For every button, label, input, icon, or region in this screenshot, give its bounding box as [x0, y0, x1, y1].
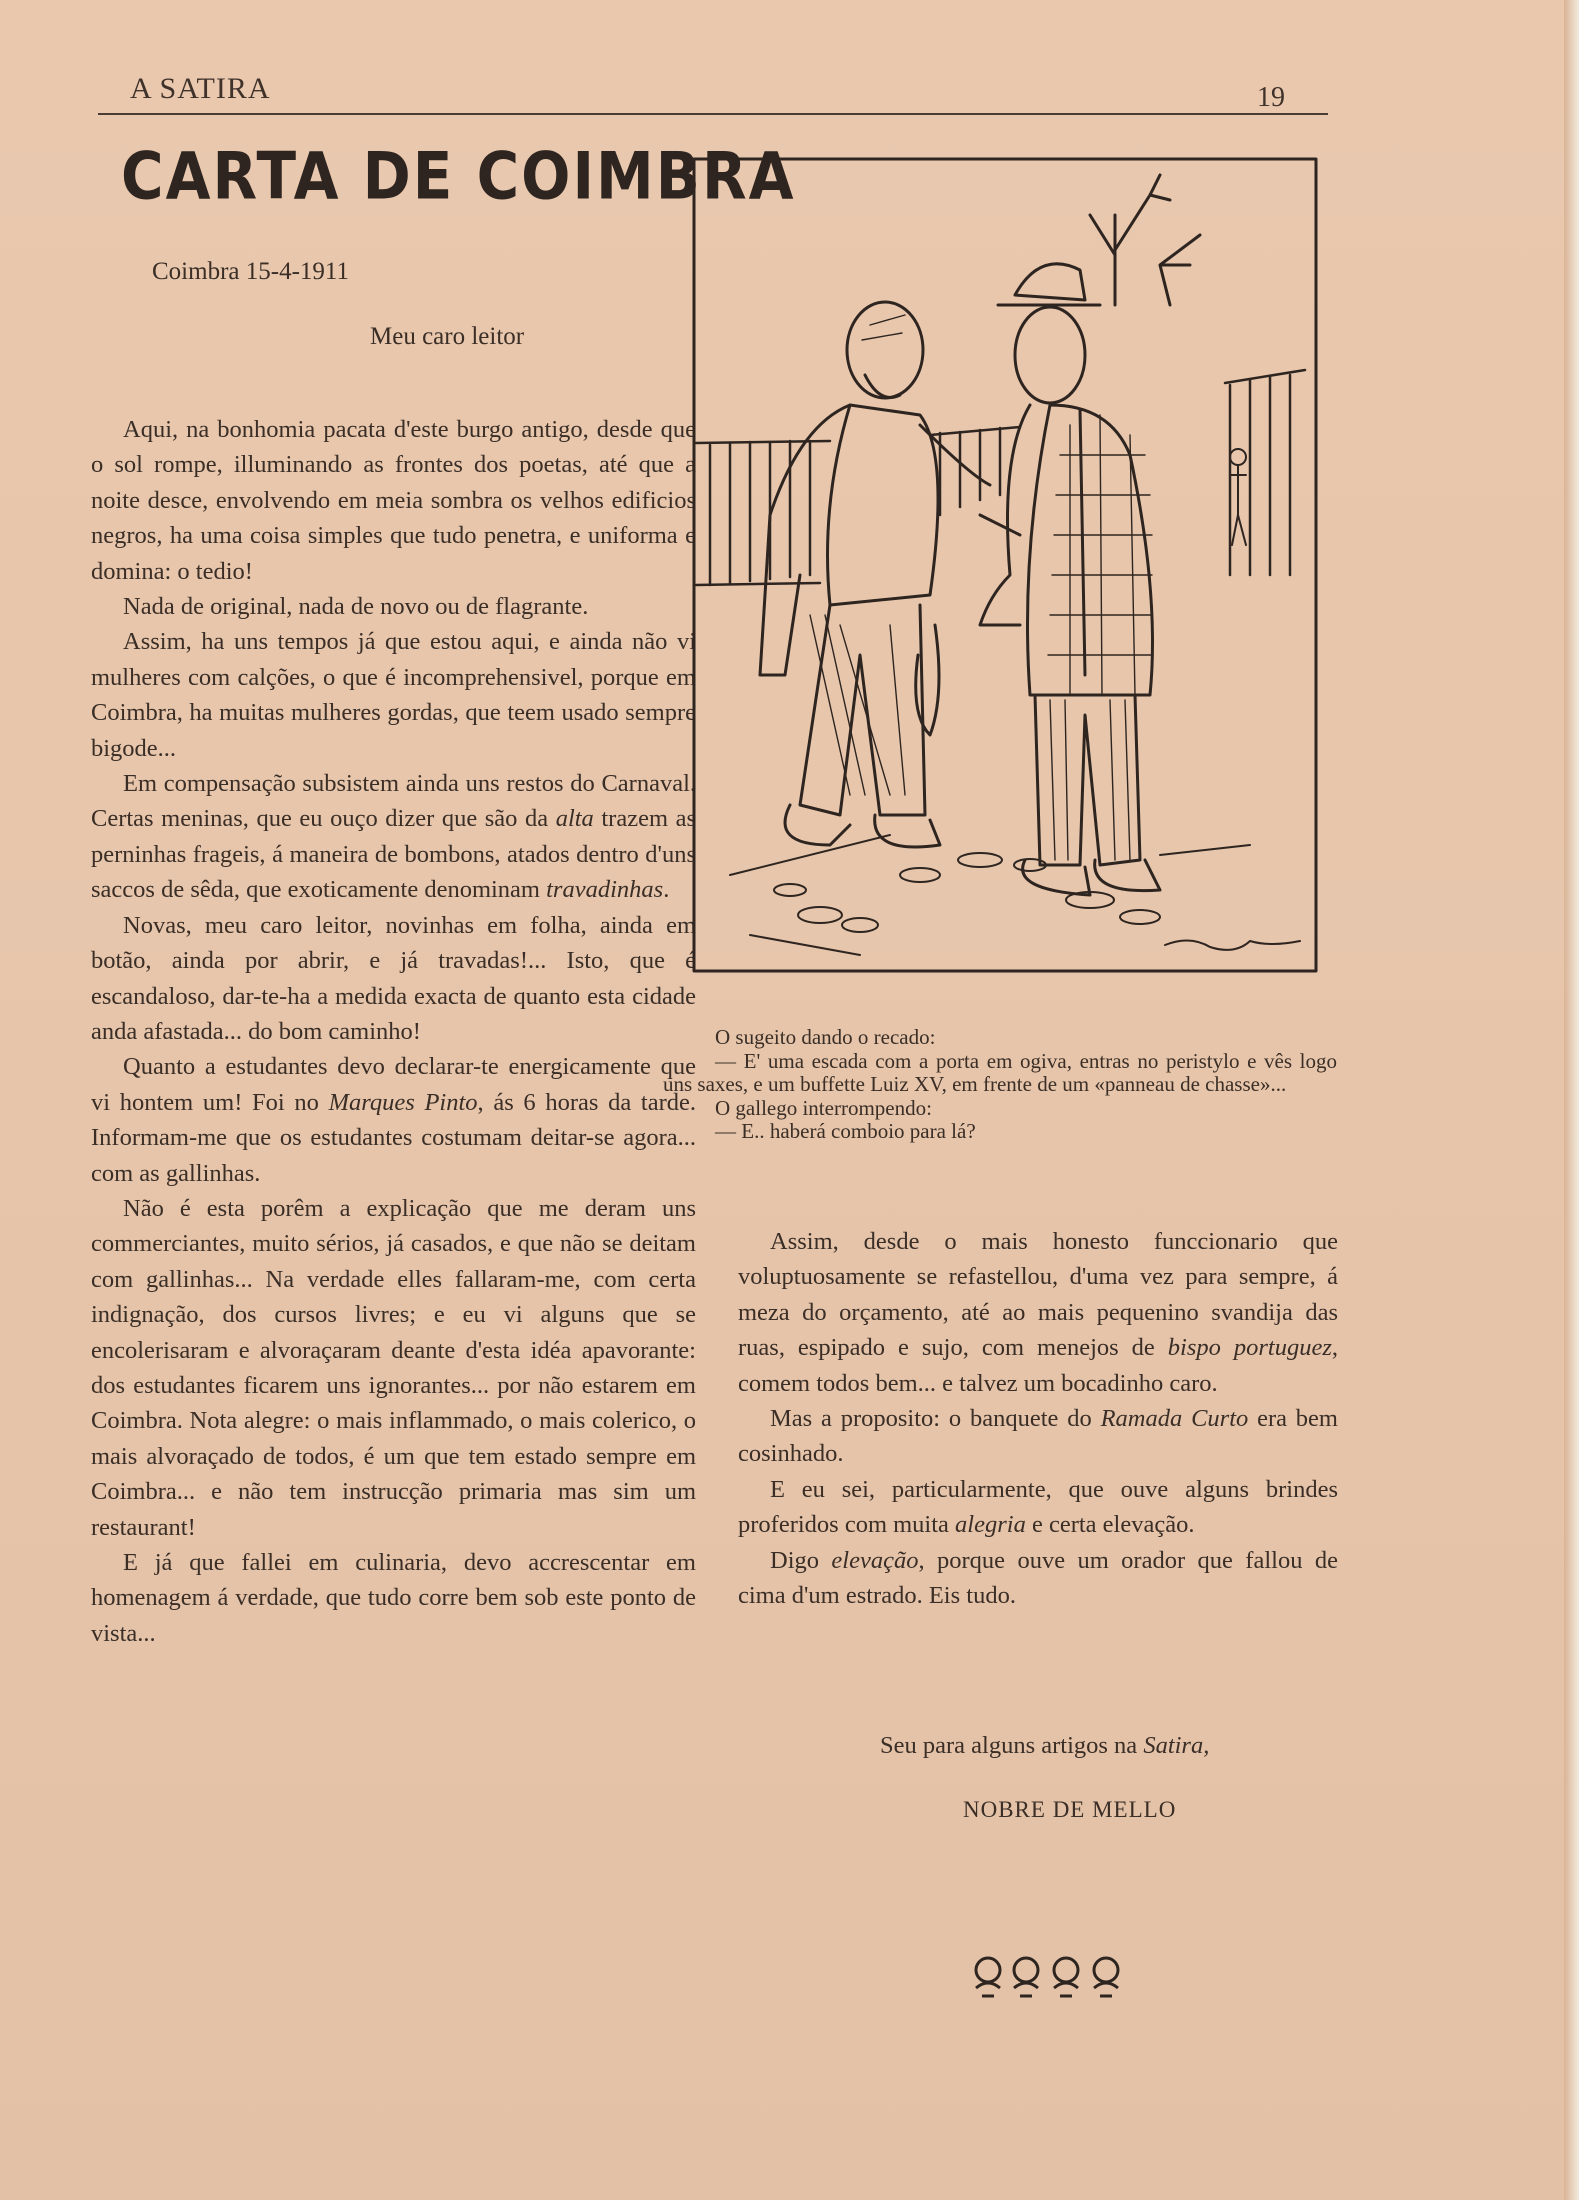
paragraph: Aqui, na bonhomia pacata d'este burgo antigo, desde que o sol rompe, illuminando as frontes dos poetas, até que a noite desce, envolvendo em meia sombra os velhos edificios negros, ha uma coisa simples que tudo penetra, e uniforma e domina: o tedio! [91, 416, 696, 585]
text-run: , comem todos bem... e talvez um bocadinho caro. [738, 1334, 1339, 1397]
page-edge [1564, 0, 1579, 2200]
paragraph [738, 1543, 1338, 1614]
italic-run: Marques Pinto [328, 1088, 478, 1116]
caption-line: — E' uma escada com a porta em ogiva, entras no peristylo e vês logo uns saxes, e um buffette Luiz XV, em frente de um «panneau de chasse»... [663, 1048, 1337, 1096]
caption-line: O gallego interrompendo: [715, 1095, 932, 1120]
signoff-publication: Satira, [1143, 1732, 1210, 1759]
author-name: NOBRE DE MELLO [963, 1797, 1177, 1822]
paragraph: Nada de original, nada de novo ou de flagrante. [123, 593, 589, 621]
text-run: trazem as perninhas frageis, á maneira de bombons, atados dentro d'uns saccos de sêda, que exoticamente denominam [91, 805, 696, 904]
header-rule [98, 113, 1328, 115]
text-run: , porque ouve um orador que fallou de cima d'um estrado. Eis tudo. [738, 1546, 1338, 1610]
italic-run: Ramada Curto [1100, 1405, 1249, 1433]
text-run: Mas a proposito: o banquete do [770, 1405, 1101, 1433]
text-run: Em compensação subsistem ainda uns restos do Carnaval. Certas meninas, que eu ouço dizer que são da [91, 770, 696, 833]
text-run: e certa elevação. [1025, 1511, 1195, 1539]
cartoon-illustration [690, 155, 1320, 975]
article-title: CARTA DE COIMBRA [121, 138, 796, 215]
signoff-text: Seu para alguns artigos na [880, 1732, 1144, 1759]
text-run: Assim, desde o mais honesto funccionario que voluptuosamente se refastellou, d'uma vez para sempre, á meza do orçamento, até ao mais pequenino svandija das ruas, espipado e sujo, com menejos de [738, 1228, 1338, 1362]
text-run: . [663, 876, 670, 904]
text-run: , ás 6 horas da tarde. Informam-me que os estudantes costumam deitar-se agora... com as gallinhas. [91, 1088, 696, 1187]
dateline: Coimbra 15-4-1911 [152, 258, 349, 285]
italic-run: alegria [955, 1511, 1026, 1539]
paragraph: E já que fallei em culinaria, devo accrescentar em homenagem á verdade, que tudo corre bem sob este ponto de vista... [91, 1549, 696, 1647]
salutation: Meu caro leitor [370, 323, 525, 350]
paragraph [91, 1049, 696, 1191]
right-column [738, 1224, 1338, 1613]
italic-run: travadinhas [546, 876, 664, 904]
text-run: Digo [770, 1546, 832, 1574]
paragraph: Novas, meu caro leitor, novinhas em folha, ainda em botão, ainda por abrir, e já travadas!... Isto, que é escandaloso, dar-te-ha a medida exacta de quanto esta cidade anda afastada... do bom caminho! [91, 911, 696, 1045]
page-number: 19 [1257, 82, 1285, 113]
text-run: E eu sei, particularmente, que ouve alguns brindes proferidos com muita [738, 1475, 1338, 1539]
paragraph [91, 766, 696, 908]
text-run: Quanto a estudantes devo declarar-te energicamente que vi hontem um! Foi no [91, 1053, 696, 1116]
paragraph [738, 1224, 1338, 1401]
caption-line: O sugeito dando o recado: [715, 1025, 936, 1049]
decorative-ornament [966, 1948, 1136, 2004]
paragraph [738, 1472, 1338, 1543]
left-column [91, 412, 696, 1651]
italic-run: bispo portuguez [1167, 1334, 1332, 1362]
italic-run: alta [555, 805, 594, 833]
text-run: era bem cosinhado. [738, 1405, 1338, 1468]
paragraph: Assim, ha uns tempos já que estou aqui, e ainda não vi mulheres com calções, o que é incomprehensivel, porque em Coimbra, ha muitas mulheres gordas, que teem usado sempre bigode... [91, 628, 696, 762]
paragraph: Não é esta porêm a explicação que me deram uns commerciantes, muito sérios, já casados, e que não se deitam com gallinhas... Na verdade elles fallaram-me, com certa indignação, dos cursos livres; e eu vi alguns que se encolerisaram e alvoraçaram deante d'esta idéa apavorante: dos estudantes ficarem uns ignorantes... por não estarem em Coimbra. Nota alegre: o mais inflammado, o mais colerico, o mais alvoraçado de todos, é um que tem estado sempre em Coimbra... e não tem instrucção primaria mas sim um restaurant! [91, 1194, 696, 1541]
signoff [880, 1732, 1209, 1760]
paragraph [738, 1401, 1338, 1472]
italic-run: elevação [831, 1546, 919, 1574]
caption-line: — E.. haberá comboio para lá? [715, 1119, 976, 1143]
running-head: A SATIRA [130, 72, 271, 105]
illustration-caption [663, 1026, 1337, 1144]
